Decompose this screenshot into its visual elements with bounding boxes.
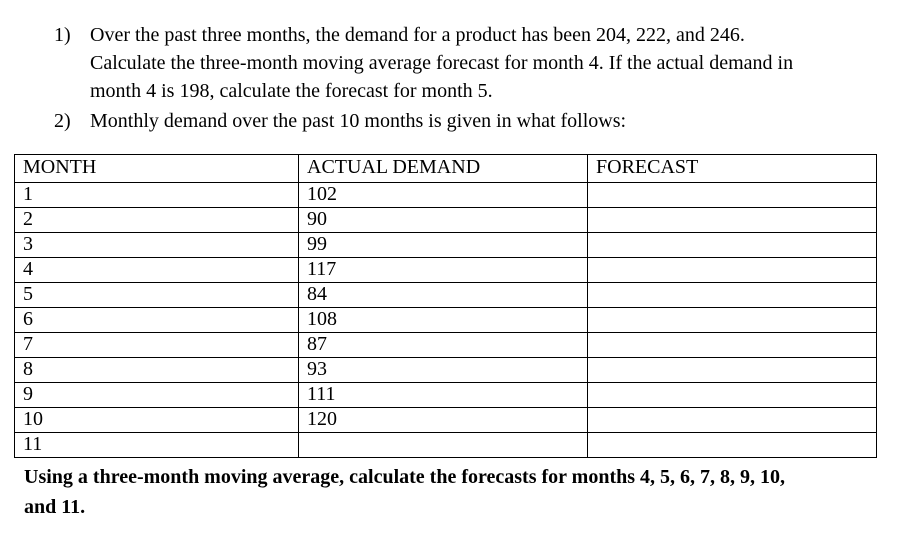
demand-cell: 102: [299, 183, 588, 208]
instruction-line-2: and 11.: [24, 496, 86, 518]
month-cell: 8: [15, 358, 299, 383]
table-row: [15, 308, 877, 333]
table-body: [15, 183, 877, 458]
month-cell: 11: [15, 433, 299, 458]
question-1-line-1: Over the past three months, the demand for a product has been 204, 222, and 246.: [90, 24, 745, 46]
table-row: [15, 358, 877, 383]
month-cell: 1: [15, 183, 299, 208]
demand-cell: 120: [299, 408, 588, 433]
demand-cell: [299, 433, 588, 458]
header-month: MONTH: [15, 155, 299, 183]
table-row: [15, 258, 877, 283]
demand-table: [14, 154, 877, 458]
demand-cell: 117: [299, 258, 588, 283]
month-cell: 10: [15, 408, 299, 433]
forecast-cell: [588, 433, 877, 458]
instruction: [24, 462, 894, 522]
demand-cell: 87: [299, 333, 588, 358]
question-1-line-2: Calculate the three-month moving average forecast for month 4. If the actual demand in: [90, 52, 794, 74]
header-forecast: FORECAST: [588, 155, 877, 183]
header-actual-demand: ACTUAL DEMAND: [299, 155, 588, 183]
month-cell: 5: [15, 283, 299, 308]
forecast-cell: [588, 408, 877, 433]
table-row: [15, 233, 877, 258]
demand-cell: 84: [299, 283, 588, 308]
demand-cell: 99: [299, 233, 588, 258]
question-2-text: Monthly demand over the past 10 months is given in what follows:: [90, 110, 627, 132]
demand-cell: 111: [299, 383, 588, 408]
forecast-cell: [588, 308, 877, 333]
month-cell: 9: [15, 383, 299, 408]
question-1-number: 1): [54, 24, 71, 46]
demand-cell: 108: [299, 308, 588, 333]
question-1-line-3: month 4 is 198, calculate the forecast for month 5.: [90, 80, 493, 102]
forecast-cell: [588, 383, 877, 408]
question-2-number: 2): [54, 110, 71, 132]
forecast-cell: [588, 208, 877, 233]
forecast-cell: [588, 333, 877, 358]
table-row: [15, 208, 877, 233]
instruction-line-1: Using a three-month moving average, calculate the forecasts for months 4, 5, 6, 7, 8, 9, 10,: [24, 466, 786, 488]
month-cell: 7: [15, 333, 299, 358]
table-row: [15, 333, 877, 358]
month-cell: 2: [15, 208, 299, 233]
table-row: [15, 433, 877, 458]
table-row: [15, 408, 877, 433]
forecast-cell: [588, 358, 877, 383]
month-cell: 3: [15, 233, 299, 258]
table-row: [15, 283, 877, 308]
forecast-cell: [588, 283, 877, 308]
demand-cell: 93: [299, 358, 588, 383]
month-cell: 6: [15, 308, 299, 333]
question-1-text: [90, 21, 890, 105]
table-row: [15, 383, 877, 408]
table-row: [15, 183, 877, 208]
forecast-cell: [588, 258, 877, 283]
forecast-cell: [588, 233, 877, 258]
demand-cell: 90: [299, 208, 588, 233]
month-cell: 4: [15, 258, 299, 283]
forecast-cell: [588, 183, 877, 208]
table-header-row: [15, 155, 877, 183]
